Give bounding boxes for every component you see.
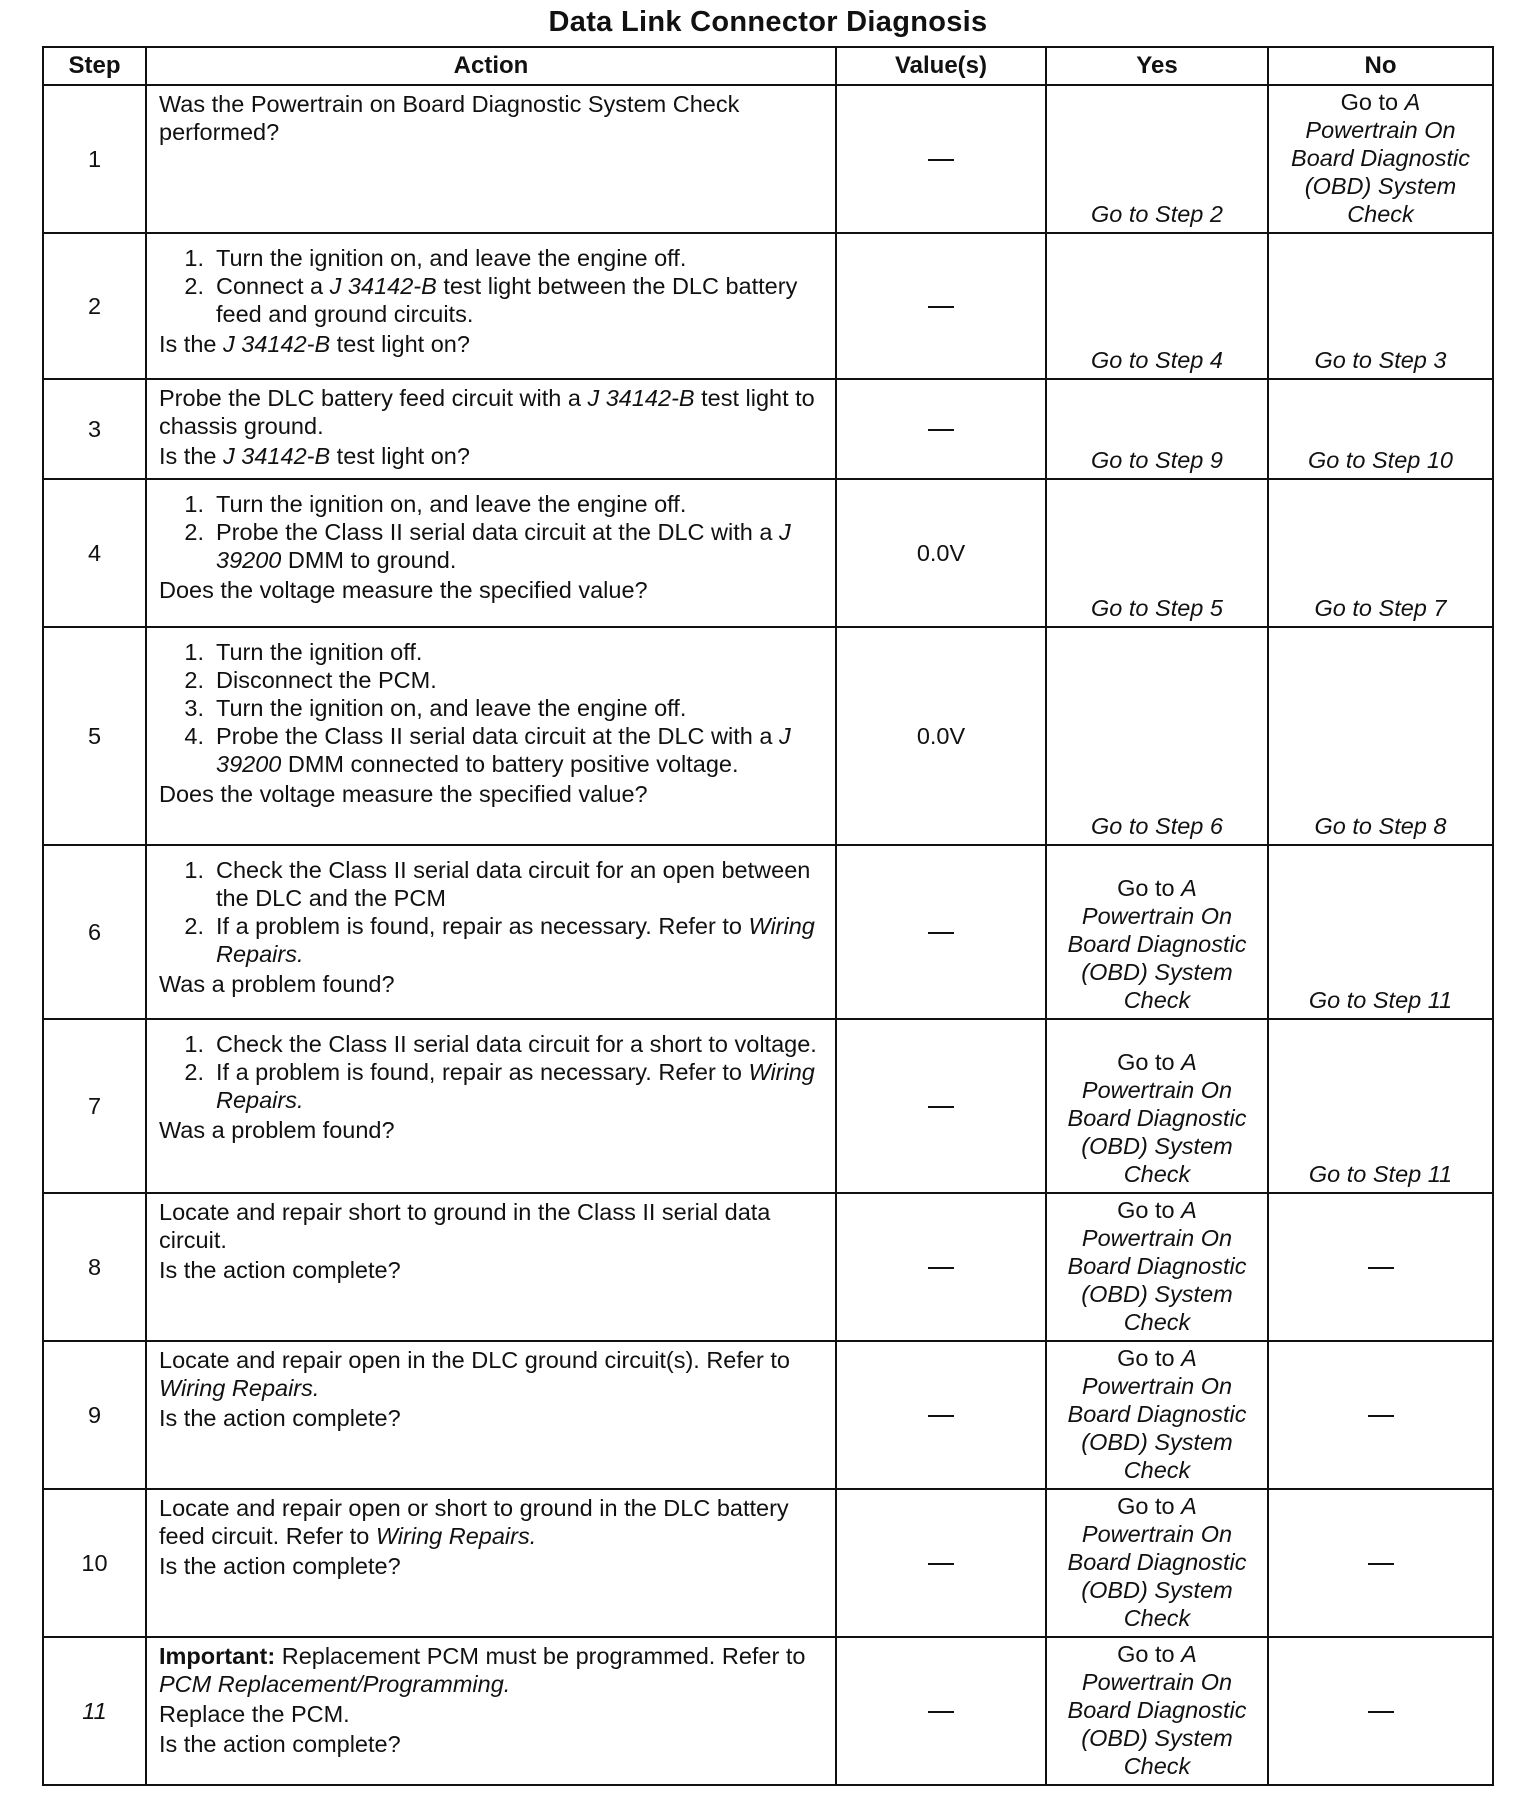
obd-link-rest: Powertrain On Board Diagnostic (OBD) System Check bbox=[1067, 1521, 1247, 1631]
action-text: Locate and repair short to ground in the Class II serial data circuit. bbox=[159, 1199, 771, 1253]
no-cell bbox=[1268, 1019, 1493, 1193]
table-row bbox=[43, 1489, 1493, 1637]
item-number: 3. bbox=[184, 695, 204, 721]
no-cell bbox=[1268, 627, 1493, 845]
no-cell bbox=[1268, 1489, 1493, 1637]
action-extra: Replace the PCM. bbox=[159, 1701, 350, 1727]
action-step-item bbox=[159, 244, 829, 272]
value-cell bbox=[836, 1019, 1046, 1193]
item-text: If a problem is found, repair as necessary. Refer to Wiring Repairs. bbox=[216, 913, 815, 967]
go-to-step-link: Go to Step 2 bbox=[1091, 201, 1223, 227]
table-body bbox=[43, 85, 1493, 1785]
action-question: Was a problem found? bbox=[159, 971, 395, 997]
obd-link-line bbox=[1051, 874, 1263, 902]
obd-link-rest: Powertrain On Board Diagnostic (OBD) System Check bbox=[1067, 1225, 1247, 1335]
obd-go-to: Go to bbox=[1117, 1345, 1175, 1371]
action-step-item bbox=[159, 1030, 829, 1058]
action-text: Probe the DLC battery feed circuit with a J 34142-B test light to chassis ground. bbox=[159, 385, 815, 439]
action-step-item bbox=[159, 518, 829, 574]
value-cell bbox=[836, 479, 1046, 627]
yes-cell bbox=[1046, 1193, 1268, 1341]
important-note bbox=[159, 1642, 829, 1698]
go-to-step-link: Go to Step 9 bbox=[1091, 447, 1223, 473]
item-text: Disconnect the PCM. bbox=[216, 667, 437, 693]
action-question: Is the J 34142-B test light on? bbox=[159, 443, 470, 469]
action-step-item bbox=[159, 694, 829, 722]
step-number: 9 bbox=[43, 1341, 146, 1489]
value-text: 0.0V bbox=[916, 722, 966, 749]
table-row bbox=[43, 1019, 1493, 1193]
action-cell bbox=[146, 1019, 836, 1193]
item-number: 1. bbox=[184, 1031, 204, 1057]
item-text: Turn the ignition on, and leave the engine off. bbox=[216, 695, 687, 721]
action-cell bbox=[146, 233, 836, 379]
action-cell bbox=[146, 1489, 836, 1637]
obd-go-to: Go to bbox=[1117, 875, 1175, 901]
obd-link-rest: Powertrain On Board Diagnostic (OBD) System Check bbox=[1067, 903, 1247, 1013]
go-to-step-link: Go to Step 11 bbox=[1308, 987, 1453, 1013]
obd-a: A bbox=[1181, 875, 1197, 901]
no-cell bbox=[1268, 1193, 1493, 1341]
action-text: Locate and repair open in the DLC ground circuit(s). Refer to Wiring Repairs. bbox=[159, 1347, 790, 1401]
yes-cell bbox=[1046, 233, 1268, 379]
dash-mark bbox=[1368, 1711, 1394, 1713]
step-number: 5 bbox=[43, 627, 146, 845]
item-text: Turn the ignition on, and leave the engine off. bbox=[216, 245, 687, 271]
value-cell bbox=[836, 1193, 1046, 1341]
table-row bbox=[43, 479, 1493, 627]
table-row bbox=[43, 233, 1493, 379]
obd-a: A bbox=[1181, 1493, 1197, 1519]
step-number: 2 bbox=[43, 233, 146, 379]
yes-cell bbox=[1046, 85, 1268, 233]
value-cell bbox=[836, 233, 1046, 379]
obd-link-rest: Powertrain On Board Diagnostic (OBD) System Check bbox=[1067, 1077, 1247, 1187]
action-question: Was a problem found? bbox=[159, 1117, 395, 1143]
value-text: 0.0V bbox=[916, 539, 966, 566]
dash-mark bbox=[1368, 1267, 1394, 1269]
action-step-item bbox=[159, 638, 829, 666]
table-row bbox=[43, 1341, 1493, 1489]
step-number: 8 bbox=[43, 1193, 146, 1341]
obd-link-rest: Powertrain On Board Diagnostic (OBD) System Check bbox=[1067, 1669, 1247, 1779]
yes-cell bbox=[1046, 379, 1268, 479]
dash-mark bbox=[928, 932, 954, 934]
header-values: Value(s) bbox=[836, 47, 1046, 85]
action-text: Locate and repair open or short to ground in the DLC battery feed circuit. Refer to Wiring Repairs. bbox=[159, 1495, 789, 1549]
item-text: If a problem is found, repair as necessary. Refer to Wiring Repairs. bbox=[216, 1059, 815, 1113]
item-text: Probe the Class II serial data circuit at the DLC with a J 39200 DMM connected to battery positive voltage. bbox=[216, 723, 791, 777]
dash-mark bbox=[928, 1267, 954, 1269]
no-cell bbox=[1268, 85, 1493, 233]
table-header-row bbox=[43, 47, 1493, 85]
action-question: Does the voltage measure the specified value? bbox=[159, 577, 648, 603]
obd-link-line bbox=[1273, 88, 1488, 116]
obd-link-line bbox=[1051, 1640, 1263, 1668]
dash-mark bbox=[1368, 1415, 1394, 1417]
action-text: Was the Powertrain on Board Diagnostic System Check performed? bbox=[159, 91, 740, 145]
no-cell bbox=[1268, 233, 1493, 379]
diagnosis-table bbox=[42, 46, 1494, 1786]
action-step-item bbox=[159, 912, 829, 968]
action-step-item bbox=[159, 666, 829, 694]
dash-mark bbox=[928, 1415, 954, 1417]
yes-cell bbox=[1046, 1341, 1268, 1489]
item-text: Connect a J 34142-B test light between the DLC battery feed and ground circuits. bbox=[216, 273, 798, 327]
action-cell bbox=[146, 1341, 836, 1489]
obd-link-line bbox=[1051, 1492, 1263, 1520]
action-step-item bbox=[159, 490, 829, 518]
go-to-step-link: Go to Step 10 bbox=[1307, 447, 1454, 473]
action-step-item bbox=[159, 272, 829, 328]
item-text: Turn the ignition off. bbox=[216, 639, 423, 665]
action-step-item bbox=[159, 1058, 829, 1114]
item-number: 1. bbox=[184, 857, 204, 883]
no-cell bbox=[1268, 845, 1493, 1019]
obd-a: A bbox=[1181, 1641, 1197, 1667]
table-row bbox=[43, 1637, 1493, 1785]
page-title: Data Link Connector Diagnosis bbox=[548, 6, 988, 38]
table-row bbox=[43, 1193, 1493, 1341]
action-cell bbox=[146, 627, 836, 845]
step-number: 7 bbox=[43, 1019, 146, 1193]
step-number: 10 bbox=[43, 1489, 146, 1637]
action-cell bbox=[146, 85, 836, 233]
action-cell bbox=[146, 845, 836, 1019]
item-text: Probe the Class II serial data circuit at the DLC with a J 39200 DMM to ground. bbox=[216, 519, 791, 573]
header-action: Action bbox=[146, 47, 836, 85]
go-to-step-link: Go to Step 8 bbox=[1314, 813, 1447, 839]
value-cell bbox=[836, 85, 1046, 233]
item-text: Turn the ignition on, and leave the engine off. bbox=[216, 491, 687, 517]
go-to-step-link: Go to Step 11 bbox=[1308, 1161, 1453, 1187]
step-number: 4 bbox=[43, 479, 146, 627]
dash-mark bbox=[928, 306, 954, 308]
action-question: Is the action complete? bbox=[159, 1731, 401, 1757]
action-question: Is the action complete? bbox=[159, 1257, 401, 1283]
yes-cell bbox=[1046, 1637, 1268, 1785]
yes-cell bbox=[1046, 1019, 1268, 1193]
obd-link-rest: Powertrain On Board Diagnostic (OBD) System Check bbox=[1291, 117, 1470, 227]
obd-a: A bbox=[1181, 1049, 1197, 1075]
no-cell bbox=[1268, 1341, 1493, 1489]
yes-cell bbox=[1046, 479, 1268, 627]
dash-mark bbox=[928, 1106, 954, 1108]
yes-cell bbox=[1046, 1489, 1268, 1637]
obd-go-to: Go to bbox=[1117, 1197, 1175, 1223]
item-number: 2. bbox=[184, 913, 204, 939]
table-row bbox=[43, 85, 1493, 233]
obd-go-to: Go to bbox=[1117, 1493, 1175, 1519]
value-cell bbox=[836, 1341, 1046, 1489]
action-question: Does the voltage measure the specified value? bbox=[159, 781, 648, 807]
dash-mark bbox=[928, 1563, 954, 1565]
no-cell bbox=[1268, 479, 1493, 627]
value-cell bbox=[836, 845, 1046, 1019]
no-cell bbox=[1268, 1637, 1493, 1785]
header-yes: Yes bbox=[1046, 47, 1268, 85]
obd-go-to: Go to bbox=[1117, 1641, 1175, 1667]
action-question: Is the J 34142-B test light on? bbox=[159, 331, 470, 357]
obd-a: A bbox=[1404, 89, 1421, 115]
dash-mark bbox=[928, 429, 954, 431]
action-step-item bbox=[159, 722, 829, 778]
action-step-item bbox=[159, 856, 829, 912]
go-to-step-link: Go to Step 7 bbox=[1314, 595, 1447, 621]
obd-go-to: Go to bbox=[1117, 1049, 1175, 1075]
action-question: Is the action complete? bbox=[159, 1553, 401, 1579]
item-number: 1. bbox=[184, 245, 204, 271]
dash-mark bbox=[928, 159, 954, 161]
yes-cell bbox=[1046, 845, 1268, 1019]
item-text: Check the Class II serial data circuit for an open between the DLC and the PCM bbox=[216, 857, 811, 911]
header-no: No bbox=[1268, 47, 1493, 85]
obd-link-line bbox=[1051, 1196, 1263, 1224]
item-number: 2. bbox=[184, 1059, 204, 1085]
step-number: 11 bbox=[43, 1637, 146, 1785]
item-number: 2. bbox=[184, 273, 204, 299]
table-row bbox=[43, 627, 1493, 845]
go-to-step-link: Go to Step 3 bbox=[1314, 347, 1447, 373]
obd-a: A bbox=[1181, 1197, 1197, 1223]
value-cell bbox=[836, 379, 1046, 479]
obd-link-line bbox=[1051, 1048, 1263, 1076]
obd-a: A bbox=[1181, 1345, 1197, 1371]
header-step: Step bbox=[43, 47, 146, 85]
action-cell bbox=[146, 1637, 836, 1785]
dash-mark bbox=[928, 1711, 954, 1713]
table-row bbox=[43, 379, 1493, 479]
obd-link-line bbox=[1051, 1344, 1263, 1372]
value-cell bbox=[836, 1637, 1046, 1785]
item-number: 2. bbox=[184, 519, 204, 545]
dash-mark bbox=[1368, 1563, 1394, 1565]
item-number: 4. bbox=[184, 723, 204, 749]
no-cell bbox=[1268, 379, 1493, 479]
important-text: Replacement PCM must be programmed. Refer to PCM Replacement/Programming. bbox=[159, 1643, 806, 1697]
go-to-step-link: Go to Step 6 bbox=[1091, 813, 1223, 839]
item-number: 2. bbox=[184, 667, 204, 693]
action-cell bbox=[146, 479, 836, 627]
item-text: Check the Class II serial data circuit for a short to voltage. bbox=[216, 1031, 817, 1057]
action-cell bbox=[146, 379, 836, 479]
value-cell bbox=[836, 1489, 1046, 1637]
obd-go-to: Go to bbox=[1340, 89, 1399, 115]
step-number: 3 bbox=[43, 379, 146, 479]
item-number: 1. bbox=[184, 639, 204, 665]
step-number: 1 bbox=[43, 85, 146, 233]
action-question: Is the action complete? bbox=[159, 1405, 401, 1431]
yes-cell bbox=[1046, 627, 1268, 845]
table-row bbox=[43, 845, 1493, 1019]
action-cell bbox=[146, 1193, 836, 1341]
important-label: Important: bbox=[159, 1643, 276, 1669]
go-to-step-link: Go to Step 4 bbox=[1091, 347, 1223, 373]
value-cell bbox=[836, 627, 1046, 845]
item-number: 1. bbox=[184, 491, 204, 517]
obd-link-rest: Powertrain On Board Diagnostic (OBD) System Check bbox=[1067, 1373, 1247, 1483]
go-to-step-link: Go to Step 5 bbox=[1091, 595, 1223, 621]
step-number: 6 bbox=[43, 845, 146, 1019]
